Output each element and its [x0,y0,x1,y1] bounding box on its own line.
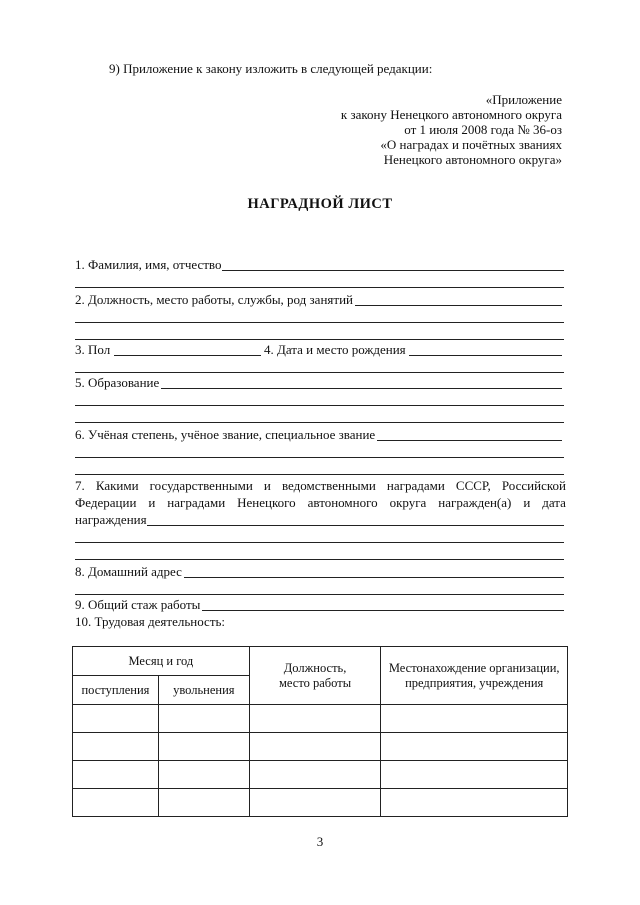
header-end: увольнения [158,676,249,705]
awards-word: наградами [167,495,226,510]
awards-word: и [263,478,271,493]
header-position [249,647,381,705]
field-full-name-label: 1. Фамилия, имя, отчество [75,257,222,272]
awards-word: СССР, [455,478,491,493]
field-awards-line[interactable] [147,525,564,526]
field-degree-line-3[interactable] [75,474,564,475]
field-experience-label: 9. Общий стаж работы [75,597,201,612]
table-cell[interactable] [381,761,568,789]
table-cell[interactable] [249,705,381,733]
table-cell[interactable] [158,733,249,761]
table-row [73,789,568,817]
table-cell[interactable] [158,789,249,817]
field-degree-label: 6. Учёная степень, учёное звание, специальное звание [75,427,376,442]
field-full-name-line[interactable] [222,270,564,271]
awards-word: и [523,495,531,510]
header-location-line-2: предприятия, учреждения [405,675,544,690]
field-work-history-label: 10. Трудовая деятельность: [75,614,226,629]
awards-word: и [148,495,156,510]
table-row [73,705,568,733]
table-header-row [73,647,568,676]
appendix-line-4: «О наградах и почётных званиях [380,137,562,152]
field-position-line[interactable] [355,305,562,306]
field-address-label: 8. Домашний адрес [75,564,182,579]
field-sex-line[interactable] [114,355,261,356]
table-cell[interactable] [249,733,381,761]
header-location [381,647,568,705]
table-cell[interactable] [381,733,568,761]
field-education-line-3[interactable] [75,422,564,423]
field-sex-label: 3. Пол [75,342,111,357]
awards-word: ведомственными [281,478,376,493]
field-education-line-2[interactable] [75,405,564,406]
work-history-table [72,646,568,817]
awards-word: Ненецкого [237,495,296,510]
document-title: НАГРАДНОЙ ЛИСТ [247,196,393,212]
header-position-line-2: место работы [279,675,352,690]
header-location-line-1: Местонахождение организации, [388,660,560,675]
field-position-line-2[interactable] [75,322,564,323]
table-cell[interactable] [158,705,249,733]
appendix-line-1: «Приложение [485,92,562,107]
awards-word: дата [542,495,566,510]
field-address-line[interactable] [184,577,564,578]
table-cell[interactable] [381,789,568,817]
field-awards-line-2[interactable] [75,542,564,543]
page-number: 3 [316,834,324,849]
table-cell[interactable] [73,789,159,817]
table-cell[interactable] [381,705,568,733]
field-experience-line[interactable] [202,610,564,611]
field-awards-label-end: награждения [75,512,147,527]
awards-word: автономного [307,495,378,510]
field-degree-line-2[interactable] [75,457,564,458]
table-row [73,761,568,789]
field-awards-line-3[interactable] [75,559,564,560]
awards-word: наградами [386,478,445,493]
awards-word: Федерации [75,495,137,510]
table-cell[interactable] [73,761,159,789]
table-cell[interactable] [73,705,159,733]
awards-word: государственными [149,478,253,493]
field-degree-line[interactable] [377,440,562,441]
appendix-line-2: к закону Ненецкого автономного округа [340,107,562,122]
field-position-line-3[interactable] [75,339,564,340]
awards-word: Какими [95,478,139,493]
intro-text: 9) Приложение к закону изложить в следующей редакции: [109,61,433,76]
header-start: поступления [73,676,159,705]
awards-word: награжден(а) [438,495,512,510]
table-row [73,733,568,761]
awards-word: Российской [501,478,566,493]
table-cell[interactable] [249,789,381,817]
field-full-name-line-2[interactable] [75,287,564,288]
awards-word: 7. [75,478,85,493]
field-position-label: 2. Должность, место работы, службы, род занятий [75,292,353,307]
header-position-line-1: Должность, [283,660,347,675]
header-month-year: Месяц и год [73,647,250,676]
table-cell[interactable] [158,761,249,789]
field-birth-line-2[interactable] [75,372,564,373]
table-cell[interactable] [249,761,381,789]
field-education-label: 5. Образование [75,375,160,390]
awards-word: округа [389,495,427,510]
field-awards-line-2 [75,495,566,511]
field-birth-line[interactable] [409,355,562,356]
field-address-line-2[interactable] [75,594,564,595]
table-cell[interactable] [73,733,159,761]
field-awards-line-1 [75,478,566,494]
appendix-line-5: Ненецкого автономного округа» [383,152,562,167]
field-education-line[interactable] [161,388,562,389]
field-birth-label: 4. Дата и место рождения [264,342,406,357]
appendix-line-3: от 1 июля 2008 года № 36-оз [404,122,562,137]
